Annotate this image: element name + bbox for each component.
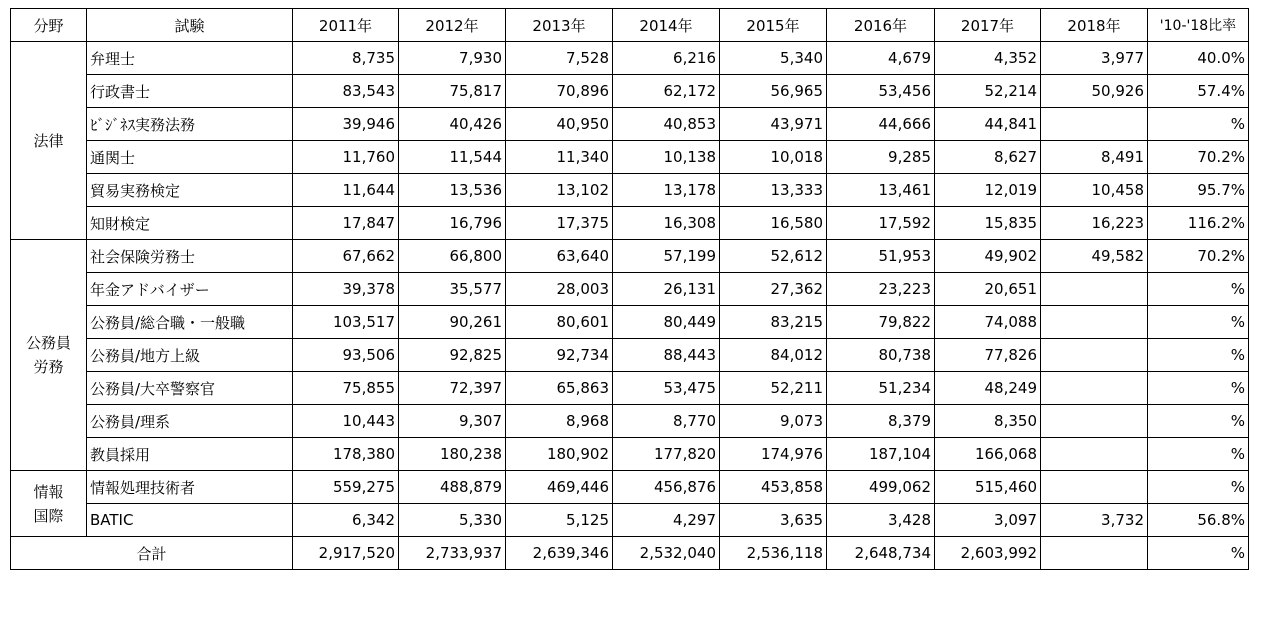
value-cell: 65,863 bbox=[506, 372, 613, 405]
exam-name-cell: 公務員/理系 bbox=[87, 405, 293, 438]
value-cell: 77,826 bbox=[935, 339, 1041, 372]
value-cell: 44,841 bbox=[935, 108, 1041, 141]
header-2016: 2016年 bbox=[827, 9, 935, 42]
total-value-cell: 2,733,937 bbox=[399, 537, 506, 570]
value-cell: 40,853 bbox=[613, 108, 720, 141]
value-cell: 16,223 bbox=[1041, 207, 1148, 240]
value-cell: 13,333 bbox=[720, 174, 827, 207]
exam-name-cell: 年金アドバイザー bbox=[87, 273, 293, 306]
value-cell: 13,102 bbox=[506, 174, 613, 207]
table-row bbox=[11, 75, 1249, 108]
value-cell: 8,379 bbox=[827, 405, 935, 438]
exam-name-cell: 貿易実務検定 bbox=[87, 174, 293, 207]
value-cell: 28,003 bbox=[506, 273, 613, 306]
value-cell: 26,131 bbox=[613, 273, 720, 306]
header-2015: 2015年 bbox=[720, 9, 827, 42]
value-cell: 93,506 bbox=[293, 339, 399, 372]
exam-name-cell: ﾋﾞｼﾞﾈｽ実務法務 bbox=[87, 108, 293, 141]
value-cell: 72,397 bbox=[399, 372, 506, 405]
value-cell: 9,073 bbox=[720, 405, 827, 438]
value-cell: 51,234 bbox=[827, 372, 935, 405]
value-cell: 5,125 bbox=[506, 504, 613, 537]
value-cell: 103,517 bbox=[293, 306, 399, 339]
exam-name-cell: 知財検定 bbox=[87, 207, 293, 240]
exam-name-cell: 行政書士 bbox=[87, 75, 293, 108]
value-cell: 7,528 bbox=[506, 42, 613, 75]
value-cell: 8,735 bbox=[293, 42, 399, 75]
table-row bbox=[11, 405, 1249, 438]
exam-name-cell: 公務員/地方上級 bbox=[87, 339, 293, 372]
value-cell: 177,820 bbox=[613, 438, 720, 471]
header-2013: 2013年 bbox=[506, 9, 613, 42]
ratio-cell: % bbox=[1148, 372, 1249, 405]
exam-name-cell: 公務員/大卒警察官 bbox=[87, 372, 293, 405]
total-value-cell: 2,648,734 bbox=[827, 537, 935, 570]
category-cell bbox=[11, 42, 87, 240]
value-cell: 3,732 bbox=[1041, 504, 1148, 537]
exam-name-cell: 弁理士 bbox=[87, 42, 293, 75]
value-cell: 40,950 bbox=[506, 108, 613, 141]
header-2012: 2012年 bbox=[399, 9, 506, 42]
value-cell: 3,428 bbox=[827, 504, 935, 537]
ratio-cell: 116.2% bbox=[1148, 207, 1249, 240]
value-cell bbox=[1041, 471, 1148, 504]
header-row bbox=[11, 9, 1249, 42]
total-value-cell: 2,917,520 bbox=[293, 537, 399, 570]
value-cell: 10,443 bbox=[293, 405, 399, 438]
category-label: 公務員 bbox=[25, 334, 71, 352]
value-cell: 17,375 bbox=[506, 207, 613, 240]
value-cell: 49,582 bbox=[1041, 240, 1148, 273]
value-cell: 11,340 bbox=[506, 141, 613, 174]
value-cell: 17,847 bbox=[293, 207, 399, 240]
value-cell: 499,062 bbox=[827, 471, 935, 504]
value-cell: 48,249 bbox=[935, 372, 1041, 405]
value-cell: 80,601 bbox=[506, 306, 613, 339]
value-cell bbox=[1041, 306, 1148, 339]
value-cell: 70,896 bbox=[506, 75, 613, 108]
value-cell: 11,644 bbox=[293, 174, 399, 207]
ratio-cell: % bbox=[1148, 405, 1249, 438]
category-label: 国際 bbox=[33, 506, 64, 525]
value-cell: 53,475 bbox=[613, 372, 720, 405]
category-label: 情報 bbox=[33, 482, 64, 501]
value-cell: 559,275 bbox=[293, 471, 399, 504]
value-cell: 56,965 bbox=[720, 75, 827, 108]
value-cell: 4,352 bbox=[935, 42, 1041, 75]
category-label: 労務 bbox=[33, 358, 64, 376]
value-cell: 8,627 bbox=[935, 141, 1041, 174]
total-value-cell: 2,536,118 bbox=[720, 537, 827, 570]
value-cell: 16,308 bbox=[613, 207, 720, 240]
value-cell: 180,238 bbox=[399, 438, 506, 471]
value-cell: 6,342 bbox=[293, 504, 399, 537]
category-cell bbox=[11, 471, 87, 537]
table-row bbox=[11, 471, 1249, 504]
ratio-cell: % bbox=[1148, 438, 1249, 471]
value-cell: 15,835 bbox=[935, 207, 1041, 240]
value-cell: 40,426 bbox=[399, 108, 506, 141]
value-cell: 469,446 bbox=[506, 471, 613, 504]
value-cell: 453,858 bbox=[720, 471, 827, 504]
value-cell: 52,214 bbox=[935, 75, 1041, 108]
header-ratio: '10-'18比率 bbox=[1148, 9, 1249, 42]
ratio-cell: % bbox=[1148, 273, 1249, 306]
header-category: 分野 bbox=[11, 9, 87, 42]
table-row bbox=[11, 306, 1249, 339]
value-cell: 10,018 bbox=[720, 141, 827, 174]
header-2014: 2014年 bbox=[613, 9, 720, 42]
exam-name-cell: BATIC bbox=[87, 504, 293, 537]
value-cell: 83,215 bbox=[720, 306, 827, 339]
value-cell bbox=[1041, 438, 1148, 471]
value-cell: 66,800 bbox=[399, 240, 506, 273]
ratio-cell: 70.2% bbox=[1148, 240, 1249, 273]
ratio-cell: % bbox=[1148, 339, 1249, 372]
header-2017: 2017年 bbox=[935, 9, 1041, 42]
value-cell: 13,178 bbox=[613, 174, 720, 207]
value-cell: 180,902 bbox=[506, 438, 613, 471]
table-row bbox=[11, 372, 1249, 405]
value-cell: 52,612 bbox=[720, 240, 827, 273]
value-cell: 3,977 bbox=[1041, 42, 1148, 75]
value-cell: 51,953 bbox=[827, 240, 935, 273]
value-cell: 9,307 bbox=[399, 405, 506, 438]
category-label: 法律 bbox=[33, 131, 64, 150]
value-cell bbox=[1041, 108, 1148, 141]
value-cell: 6,216 bbox=[613, 42, 720, 75]
table-row bbox=[11, 273, 1249, 306]
value-cell: 9,285 bbox=[827, 141, 935, 174]
value-cell bbox=[1041, 405, 1148, 438]
ratio-cell: % bbox=[1148, 306, 1249, 339]
value-cell: 16,796 bbox=[399, 207, 506, 240]
value-cell: 11,760 bbox=[293, 141, 399, 174]
ratio-cell: 40.0% bbox=[1148, 42, 1249, 75]
value-cell: 62,172 bbox=[613, 75, 720, 108]
value-cell: 187,104 bbox=[827, 438, 935, 471]
value-cell: 35,577 bbox=[399, 273, 506, 306]
value-cell: 80,449 bbox=[613, 306, 720, 339]
total-row bbox=[11, 537, 1249, 570]
value-cell: 75,855 bbox=[293, 372, 399, 405]
total-value-cell bbox=[1041, 537, 1148, 570]
header-exam: 試験 bbox=[87, 9, 293, 42]
table-row bbox=[11, 339, 1249, 372]
ratio-cell: 70.2% bbox=[1148, 141, 1249, 174]
table-row bbox=[11, 42, 1249, 75]
table-row bbox=[11, 141, 1249, 174]
value-cell: 178,380 bbox=[293, 438, 399, 471]
value-cell: 88,443 bbox=[613, 339, 720, 372]
value-cell: 57,199 bbox=[613, 240, 720, 273]
ratio-cell: % bbox=[1148, 108, 1249, 141]
value-cell: 166,068 bbox=[935, 438, 1041, 471]
value-cell: 8,968 bbox=[506, 405, 613, 438]
value-cell bbox=[1041, 273, 1148, 306]
value-cell: 8,770 bbox=[613, 405, 720, 438]
value-cell: 80,738 bbox=[827, 339, 935, 372]
value-cell: 488,879 bbox=[399, 471, 506, 504]
value-cell: 8,350 bbox=[935, 405, 1041, 438]
value-cell: 10,138 bbox=[613, 141, 720, 174]
value-cell: 53,456 bbox=[827, 75, 935, 108]
value-cell: 515,460 bbox=[935, 471, 1041, 504]
total-label: 合計 bbox=[11, 537, 293, 570]
ratio-cell: 95.7% bbox=[1148, 174, 1249, 207]
table-row bbox=[11, 108, 1249, 141]
value-cell: 79,822 bbox=[827, 306, 935, 339]
value-cell: 7,930 bbox=[399, 42, 506, 75]
total-value-cell: 2,639,346 bbox=[506, 537, 613, 570]
exam-name-cell: 情報処理技術者 bbox=[87, 471, 293, 504]
ratio-cell: % bbox=[1148, 471, 1249, 504]
table-row bbox=[11, 240, 1249, 273]
value-cell bbox=[1041, 372, 1148, 405]
value-cell: 5,340 bbox=[720, 42, 827, 75]
table-row bbox=[11, 438, 1249, 471]
value-cell: 39,946 bbox=[293, 108, 399, 141]
total-value-cell: 2,532,040 bbox=[613, 537, 720, 570]
value-cell: 63,640 bbox=[506, 240, 613, 273]
exam-name-cell: 通関士 bbox=[87, 141, 293, 174]
value-cell: 16,580 bbox=[720, 207, 827, 240]
value-cell: 75,817 bbox=[399, 75, 506, 108]
value-cell: 52,211 bbox=[720, 372, 827, 405]
value-cell: 8,491 bbox=[1041, 141, 1148, 174]
category-cell bbox=[11, 240, 87, 471]
value-cell: 4,297 bbox=[613, 504, 720, 537]
value-cell: 456,876 bbox=[613, 471, 720, 504]
value-cell: 174,976 bbox=[720, 438, 827, 471]
value-cell: 92,825 bbox=[399, 339, 506, 372]
value-cell: 13,461 bbox=[827, 174, 935, 207]
ratio-cell: 57.4% bbox=[1148, 75, 1249, 108]
value-cell: 17,592 bbox=[827, 207, 935, 240]
exam-name-cell: 社会保険労務士 bbox=[87, 240, 293, 273]
total-ratio-cell: % bbox=[1148, 537, 1249, 570]
value-cell: 90,261 bbox=[399, 306, 506, 339]
value-cell: 11,544 bbox=[399, 141, 506, 174]
header-2018: 2018年 bbox=[1041, 9, 1148, 42]
table-row bbox=[11, 207, 1249, 240]
value-cell: 13,536 bbox=[399, 174, 506, 207]
table-row bbox=[11, 504, 1249, 537]
value-cell: 3,635 bbox=[720, 504, 827, 537]
value-cell: 50,926 bbox=[1041, 75, 1148, 108]
value-cell: 12,019 bbox=[935, 174, 1041, 207]
value-cell: 44,666 bbox=[827, 108, 935, 141]
value-cell: 3,097 bbox=[935, 504, 1041, 537]
value-cell: 39,378 bbox=[293, 273, 399, 306]
value-cell: 20,651 bbox=[935, 273, 1041, 306]
value-cell: 83,543 bbox=[293, 75, 399, 108]
ratio-cell: 56.8% bbox=[1148, 504, 1249, 537]
value-cell: 84,012 bbox=[720, 339, 827, 372]
value-cell bbox=[1041, 339, 1148, 372]
value-cell: 4,679 bbox=[827, 42, 935, 75]
value-cell: 43,971 bbox=[720, 108, 827, 141]
value-cell: 74,088 bbox=[935, 306, 1041, 339]
exam-applicants-table bbox=[10, 8, 1249, 570]
value-cell: 10,458 bbox=[1041, 174, 1148, 207]
header-2011: 2011年 bbox=[293, 9, 399, 42]
value-cell: 67,662 bbox=[293, 240, 399, 273]
value-cell: 5,330 bbox=[399, 504, 506, 537]
total-value-cell: 2,603,992 bbox=[935, 537, 1041, 570]
exam-name-cell: 公務員/総合職・一般職 bbox=[87, 306, 293, 339]
value-cell: 49,902 bbox=[935, 240, 1041, 273]
value-cell: 23,223 bbox=[827, 273, 935, 306]
value-cell: 92,734 bbox=[506, 339, 613, 372]
value-cell: 27,362 bbox=[720, 273, 827, 306]
table-row bbox=[11, 174, 1249, 207]
exam-name-cell: 教員採用 bbox=[87, 438, 293, 471]
